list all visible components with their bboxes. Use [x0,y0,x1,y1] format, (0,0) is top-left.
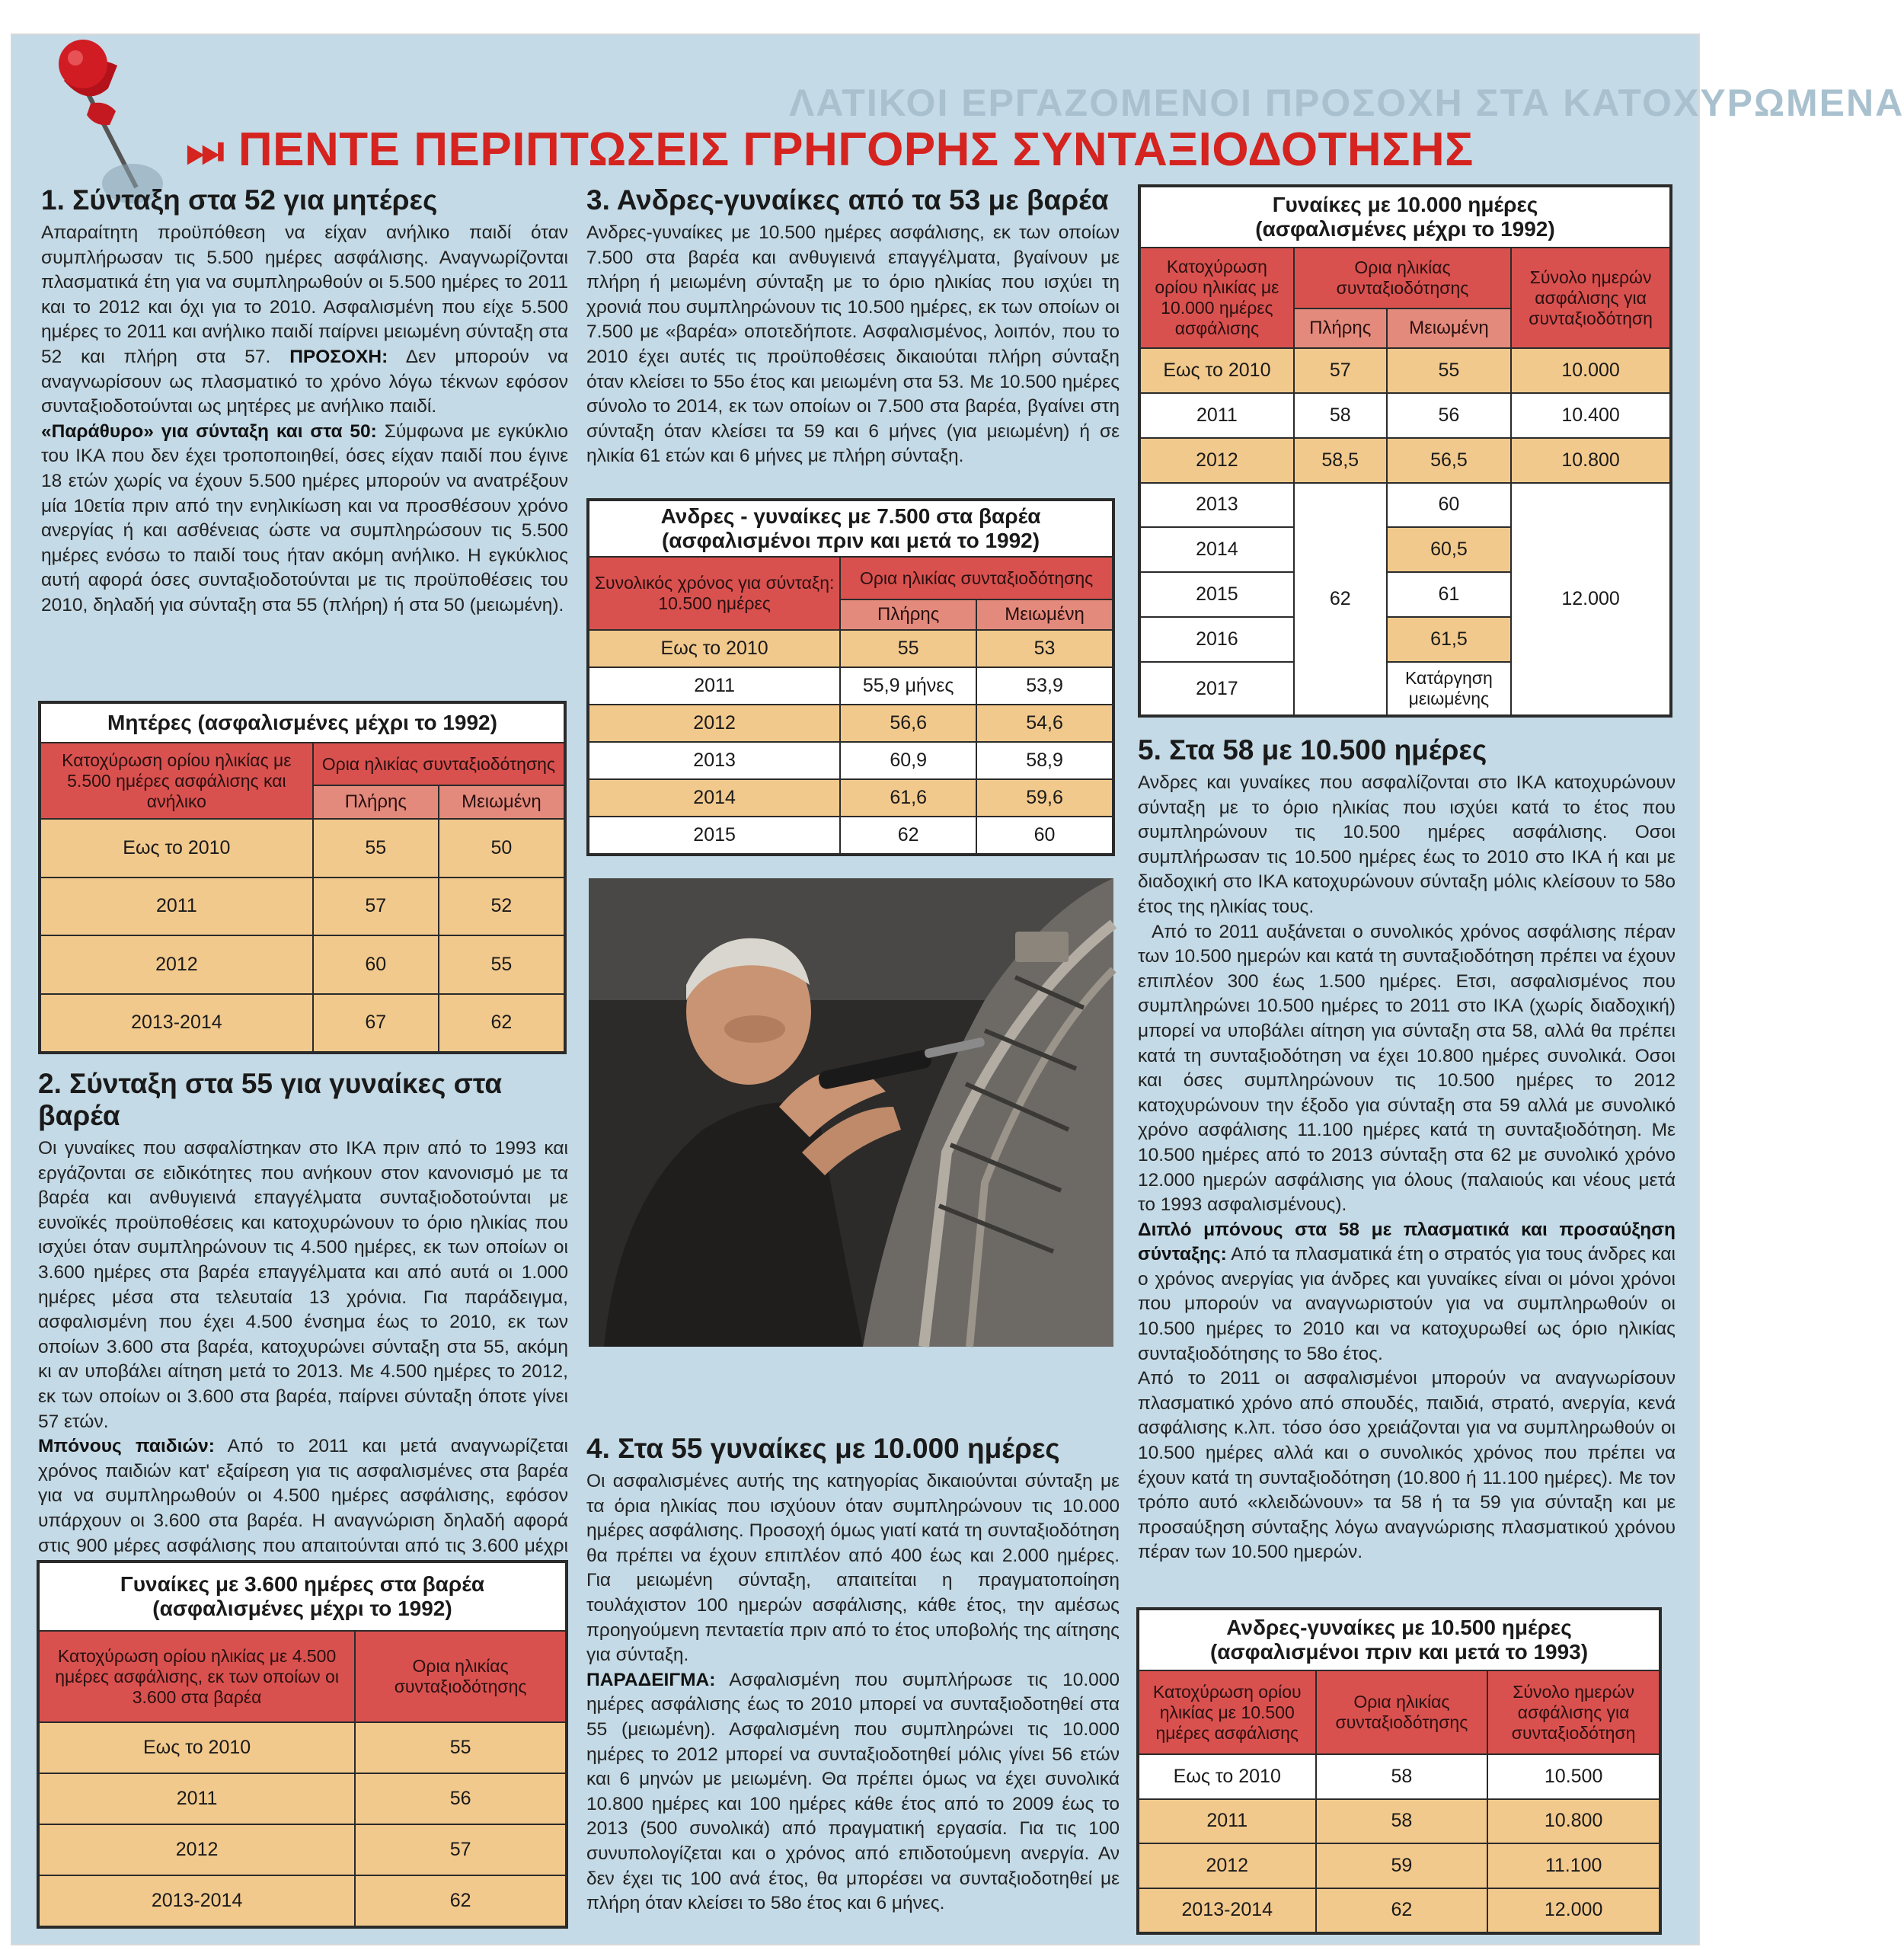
column-header: Ορια ηλικίας συνταξιοδότησης [840,557,1113,599]
section-1-title: 1. Σύνταξη στα 52 για μητέρες [41,184,438,216]
section-5-bonus-paragraph: Διπλό μπόνους στα 58 με πλασματικά και προσαύξηση σύνταξης: Από τα πλασματικά έτη ο στρατός για τους άνδρες και ο χρόνος ανεργίας για άνδρες και γυναίκες είναι οι μόνοι χρόνοι που μπορούν να αναγνωριστούν για να συμπληρωθούν οι 10.500 ημέρες το 2010 και να κατοχυρωθεί ως όριο ηλικίας συνταξιοδότησης το 58ο έτος. [1138,1219,1676,1364]
section-5-paragraph-2: Από το 2011 αυξάνεται ο συνολικός χρόνος ασφάλισης πέραν των 10.500 ημερών και κατά τη συνταξιοδότηση πρέπει να έχουν επιπλέον 300 έως 1.500 ημέρες. Ετσι, ασφαλισμένος που συμπληρώνει 10.500 ημέρες το 2011 στο ΙΚΑ (χωρίς διαδοχική) μπορεί να υποβάλει αίτηση για σύνταξη στα 58, αλλά θα πρέπει κατά τη συνταξιοδότηση να έχει 10.800 ημέρες συνολικά. Οσοι και όσες συμπληρώνουν τις 10.500 ημέρες το 2012 κατοχυρώνουν την έξοδο για σύνταξη στα 59 αλλά με συνολικό χρόνο ασφάλισης 11.100 ημέρες κατά τη συνταξιοδότηση. Με 10.500 ημέρες από το 2013 σύνταξη στα 62 με συνολικό χρόνο 12.000 ημερών ασφάλισης για όλους (παλαιούς και νέους μετά το 1993 ασφαλισμένους). [1138,921,1676,1216]
column-header: Κατοχύρωση ορίου ηλικίας με 10.000 ημέρες ασφάλισης [1140,248,1294,348]
column-header: Ορια ηλικίας συνταξιοδότησης [355,1631,566,1722]
column-header: Συνολικός χρόνος για σύνταξη: 10.500 ημέρες [589,557,840,630]
table-row: Εως το 2010 55 50 [40,819,564,878]
column-header: Πλήρης [840,599,976,630]
bleed-through-text: ΛΑΤΙΚΟΙ ΕΡΓΑΖΟΜΕΝΟΙ ΠΡΟΣΟΧΗ ΣΤΑ ΚΑΤΟΧΥΡΩΜΕΝΑ [789,82,1904,124]
column-header: Πλήρης [313,785,439,819]
craftsman-photo [589,878,1113,1347]
table-row: 2015 61 [1140,572,1670,617]
page-headline: ⏭ ΠΕΝΤΕ ΠΕΡΙΠΤΩΣΕΙΣ ΓΡΗΓΟΡΗΣ ΣΥΝΤΑΞΙΟΔΟΤΗΣΗΣ [186,123,1474,176]
table-row: 2015 62 60 [589,817,1113,854]
section-5-paragraph-4: Από το 2011 οι ασφαλισμένοι μπορούν να αναγνωρίσουν πλασματικό χρόνο από σπουδές, παιδιά, στρατό, ανεργία, κενά ασφάλισης κ.λπ. τόσο όσο χρειάζονται για να συμπληρωθούν οι 10.500 ημέρες αλλά και ο συνολικός χρόνος που πρέπει να έχουν κατά τη συνταξιοδότηση (10.800 ή 11.100 ημέρες). Με τον τρόπο αυτό «κλειδώνουν» τα 58 ή τα 59 για σύνταξη και με προσαύξηση σύνταξης λόγω αναγνώρισης πλασματικού χρόνου πέραν των 10.500 ημερών. [1138,1368,1676,1563]
section-3-title: 3. Ανδρες-γυναίκες από τα 53 με βαρέα [586,184,1109,216]
merged-total-days-cell: 12.000 [1511,483,1670,715]
table-row: 2014 60,5 [1140,527,1670,572]
table-caption: Γυναίκες με 10.000 ημέρες (ασφαλισμένες μέχρι το 1992) [1140,187,1670,248]
column-header: Κατοχύρωση ορίου ηλικίας με 4.500 ημέρες ασφάλισης, εκ των οποίων οι 3.600 στα βαρέα [39,1631,355,1722]
table-women-10000 [1138,184,1672,718]
merged-full-age-cell: 62 [1294,483,1387,715]
column-header: Πλήρης [1294,308,1387,348]
table-row: 2011 58 10.800 [1139,1799,1660,1844]
column-header: Μειωμένη [976,599,1113,630]
table-row: 2012 57 [39,1824,566,1875]
section-2-title: 2. Σύνταξη στα 55 για γυναίκες στα βαρέα [38,1068,503,1131]
table-heavy-7500 [586,498,1115,856]
table-mothers [38,701,567,1054]
table-row: Εως το 2010 55 [39,1722,566,1773]
table-row: Εως το 2010 55 53 [589,630,1113,667]
table-caption: Μητέρες (ασφαλισμένες μέχρι το 1992) [40,703,564,743]
table-caption: Γυναίκες με 3.600 ημέρες στα βαρέα (ασφαλισμένες μέχρι το 1992) [39,1562,566,1631]
column-header: Σύνολο ημερών ασφάλισης για συνταξιοδότηση [1511,248,1670,348]
table-row: 2012 59 11.100 [1139,1843,1660,1888]
section-2-bonus-paragraph: Μπόνους παιδιών: Από το 2011 και μετά αναγνωρίζεται χρόνος παιδιών κατ' εξαίρεση για τις ασφαλισμένες στα βαρέα για να συμπληρωθούν οι 4.500 ημέρες ασφάλισης, εφόσον υπάρχουν οι 3.600 στα βαρέα. Η αναγνώριση δηλαδή αφορά στις 900 μέρες ασφάλισης που απαιτούνται από τις 3.600 μέχρι [38,1436,568,1556]
table-row: Εως το 2010 58 10.500 [1139,1754,1660,1799]
table-row: 2011 56 [39,1773,566,1824]
section-5 [1138,734,1676,1565]
column-header: Σύνολο ημερών ασφάλισης για συνταξιοδότηση [1487,1670,1660,1754]
fast-forward-icon: ⏭ [186,126,225,174]
column-header: Κατοχύρωση ορίου ηλικίας με 10.500 ημέρες ασφάλισης [1139,1670,1316,1754]
newspaper-page [12,35,1904,1944]
section-1 [41,184,568,619]
column-header: Ορια ηλικίας συνταξιοδότησης [1316,1670,1488,1754]
section-4 [586,1433,1120,1916]
section-2-paragraph: Οι γυναίκες που ασφαλίστηκαν στο ΙΚΑ πριν από το 1993 και εργάζονται σε ειδικότητες που ανήκουν στον κανονισμό με τα βαρέα και ανθυγιεινά επαγγέλματα συνταξιοδοτούνται με ευνοϊκές προϋποθέσεις και κατοχυρώνουν το όριο ηλικίας που ισχύει όταν συμπληρώνουν τις 4.500 ημέρες, εκ των οποίων οι 3.600 ημέρες στα βαρέα επαγγέλματα και από αυτά οι 1.000 ημέρες μέσα στα τελευταία 13 χρόνια. Για παράδειγμα, ασφαλισμένη που έχει 4.500 ένσημα έως το 2010, εκ των οποίων 3.600 στα βαρέα, κατοχυρώνει σύνταξη στα 55, ακόμη κι αν υποβάλει αίτηση μετά το 2013. Με 4.500 ημέρες το 2012, εκ των οποίων οι 3.600 στα βαρέα, παίρνει σύνταξη όποτε γίνει 57 ετών. [38,1138,568,1432]
table-row: 2013-2014 62 12.000 [1139,1888,1660,1933]
craftsman-photo-image [589,878,1113,1347]
section-4-example-paragraph: ΠΑΡΑΔΕΙΓΜΑ: Ασφαλισμένη που συμπλήρωσε τις 10.000 ημέρες ασφάλισης έως το 2010 μπορεί να συνταξιοδοτηθεί στα 55 (μειωμένη). Ασφαλισμένη που συμπληρώνει τις 10.000 ημέρες το 2012 μπορεί να συνταξιοδοτηθεί μόλις γίνει 56 ετών και 6 μηνών με μειωμένη. Θα πρέπει όμως να έχει συνολικά 10.800 ημέρες και 100 ημέρες κάθε έτος από το 2009 έως το 2013 (500 συνολικά) από πραγματική εργασία. Για τις 100 συνυπολογίζεται και ο χρόνος από επιδοτούμενη ανεργία. Αν δεν έχει τις 100 ανά έτος, θα μπορέσει να συνταξιοδοτηθεί με πλήρη όταν κλείσει το 58ο έτος και 6 μήνες. [586,1669,1120,1914]
table-row: 2013-2014 62 [39,1875,566,1926]
column-header: Μειωμένη [439,785,564,819]
table-row: 2017 Κατάργηση μειωμένης [1140,662,1670,715]
column-header: Ορια ηλικίας συνταξιοδότησης [1294,248,1511,308]
table-row: 2013 62 60 12.000 [1140,483,1670,528]
column-header: Ορια ηλικίας συνταξιοδότησης [313,743,564,785]
table-row: 2014 61,6 59,6 [589,779,1113,817]
section-4-title: 4. Στα 55 γυναίκες με 10.000 ημέρες [586,1433,1060,1464]
table-row: 2013 60,9 58,9 [589,742,1113,779]
table-10500 [1136,1607,1662,1935]
table-row: 2011 55,9 μήνες 53,9 [589,667,1113,705]
section-5-paragraph-1: Ανδρες και γυναίκες που ασφαλίζονται στο ΙΚΑ κατοχυρώνουν σύνταξη με το όριο ηλικίας που ισχύει κατά το έτος που συμπληρώνουν τις 10.500 ημέρες ασφάλισης. Οσοι συμπλήρωσαν τις 10.500 ημέρες έως το 2010 στο ΙΚΑ ή και με διαδοχική στο ΙΚΑ κατοχυρώνουν σύνταξη μόλις κλείσουν το 58ο έτος της ηλικίας τους. [1138,772,1676,917]
table-women-heavy [37,1560,568,1929]
table-row: Εως το 2010 57 55 10.000 [1140,348,1670,393]
section-1-paragraph: Απαραίτητη προϋπόθεση να είχαν ανήλικο παιδί όταν συμπλήρωσαν τις 5.500 ημέρες ασφάλισης. Αναγνωρίζονται πλασματικά έτη για να συμπληρωθούν οι 5.500 ημέρες το 2011 και το 2012 και όχι για το 2010. Ασφαλισμένη που είχε 5.500 ημέρες το 2011 και ανήλικο παιδί παίρνει μειωμένη σύνταξη στα 52 και πλήρη στα 57. ΠΡΟΣΟΧΗ: Δεν μπορούν να αναγνωρίσουν ως πλασματικό το χρόνο λόγω τέκνων εφόσον συνταξιοδοτούνται ως μητέρες με ανήλικο παιδί. [41,222,568,417]
section-1-window-paragraph: «Παράθυρο» για σύνταξη και στα 50: Σύμφωνα με εγκύκλιο του ΙΚΑ που δεν έχει τροποποιηθεί, όσες είχαν παιδί που έγινε 18 ετών χωρίς να έχουν 5.500 ημέρες μπορούν να ανατρέξουν μία 10ετία πριν από την ενηλικίωση και να προσθέσουν χρόνο ανεργίας ή και ασθένειας ώστε να συμπληρώσουν τις 5.500 ημέρες ενόσω το παιδί τους ήταν ακόμη ανήλικο. Η εγκύκλιος αυτή αφορά όσες συνταξιοδοτούνται με τις προϋποθέσεις του 2010, δηλαδή για σύνταξη στα 55 (πλήρη) ή στα 50 (μειωμένη). [41,420,568,615]
column-header: Κατοχύρωση ορίου ηλικίας με 5.500 ημέρες ασφάλισης και ανήλικο [40,743,313,819]
table-row: 2012 58,5 56,5 10.800 [1140,438,1670,483]
section-2 [38,1068,568,1584]
section-3 [586,184,1120,469]
table-caption: Ανδρες - γυναίκες με 7.500 στα βαρέα (ασφαλισμένοι πριν και μετά το 1992) [589,500,1113,557]
section-5-title: 5. Στα 58 με 10.500 ημέρες [1138,734,1487,766]
table-row: 2013-2014 67 62 [40,994,564,1053]
section-3-paragraph: Ανδρες-γυναίκες με 10.500 ημέρες ασφάλισης, εκ των οποίων 7.500 στα βαρέα και ανθυγιεινά επαγγέλματα, βγαίνουν με πλήρη ή μειωμένη σύνταξη με το όριο ηλικίας που ισχύει τη χρονιά που συμπληρώνουν τις 10.500 ημέρες, εκ των οποίων οι 7.500 με «βαρέα» οποτεδήποτε. Ασφαλισμένος, λοιπόν, που το 2010 έχει αυτές τις προϋποθέσεις δικαιούται πλήρη σύνταξη όταν κλείσει το 55ο έτος και μειωμένη στα 53. Με 10.500 ημέρες σύνολο το 2014, εκ των οποίων οι 7.500 στα βαρέα, βγαίνει στη σύνταξη όταν κλείσει τα 59 και 6 μήνες (για μειωμένη) ή σε ηλικία 61 ετών και 6 μήνες με πλήρη σύνταξη. [586,222,1120,467]
table-row: 2011 57 52 [40,878,564,936]
table-row: 2012 60 55 [40,935,564,994]
table-row: 2011 58 56 10.400 [1140,393,1670,438]
section-4-paragraph: Οι ασφαλισμένες αυτής της κατηγορίας δικαιούνται σύνταξη με τα όρια ηλικίας που ισχύουν όταν συμπληρώνουν τις 10.000 ημέρες ασφάλισης. Προσοχή όμως γιατί κατά τη συνταξιοδότηση θα πρέπει να έχουν επιπλέον από 400 έως και 2.000 ημέρες. Για μειωμένη σύνταξη, απαιτείται η πραγματοποίηση τουλάχιστον 100 ημερών ασφάλισης, κάθε έτος, την αμέσως προηγούμενη πενταετία πριν από το έτος υποβολής της αίτησης για σύνταξη. [586,1471,1120,1666]
column-header: Μειωμένη [1387,308,1512,348]
table-row: 2016 61,5 [1140,617,1670,662]
table-caption: Ανδρες-γυναίκες με 10.500 ημέρες (ασφαλισμένοι πριν και μετά το 1993) [1139,1610,1660,1670]
table-row: 2012 56,6 54,6 [589,705,1113,742]
